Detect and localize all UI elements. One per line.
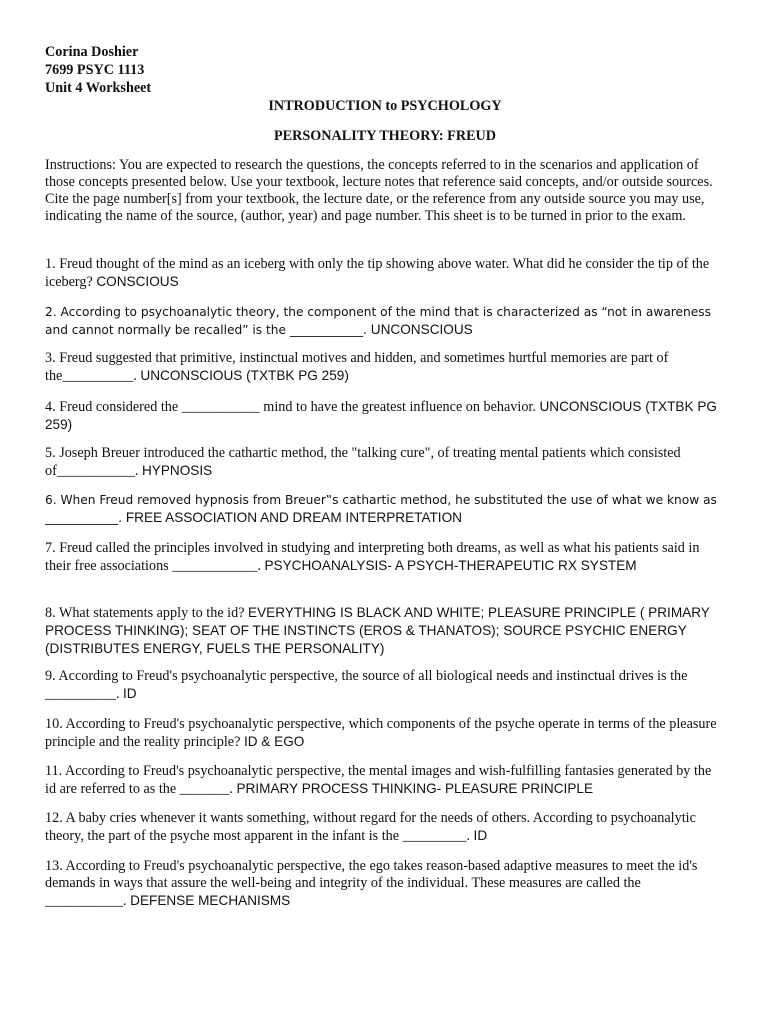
- question-3: [45, 350, 725, 385]
- instructions-paragraph: Instructions: You are expected to research the questions, the concepts referred to in the scenarios and application of those concepts presented below. Use your textbook, lecture notes that reference said concepts, and/or outside sources. Cite the page number[s] from your textbook, the lecture date, or the reference from any outside source you may use, indicating the name of the source, (author, year) and page number. This sheet is to be turned in prior to the exam.: [45, 157, 713, 224]
- question-answer: HYPNOSIS: [141, 463, 213, 478]
- document-subtitle: PERSONALITY THEORY: FREUD: [273, 128, 497, 144]
- worksheet-page: [45, 43, 725, 225]
- question-answer: FREE ASSOCIATION AND DREAM INTERPRETATION: [125, 510, 462, 525]
- question-text: 11. According to Freud's psychoanalytic perspective, the mental images and wish-fulfilling fantasies generated by the id are referred to as the _______.: [45, 763, 712, 797]
- question-text: 1. Freud thought of the mind as an iceberg with only the tip showing above water. What did he consider the tip of the iceberg?: [45, 256, 710, 290]
- question-text: 5. Joseph Breuer introduced the cathartic method, the "talking cure", of treating mental patients which consisted of___________.: [45, 445, 681, 479]
- question-1: [45, 256, 725, 291]
- question-answer: PSYCHOANALYSIS- A PSYCH-THERAPEUTIC RX SYSTEM: [264, 558, 637, 573]
- question-6: [45, 492, 725, 527]
- question-answer: CONSCIOUS: [96, 274, 179, 289]
- document-title: INTRODUCTION to PSYCHOLOGY: [268, 98, 502, 114]
- question-13: [45, 858, 725, 910]
- student-name: Corina Doshier: [45, 44, 139, 60]
- question-text: 8. What statements apply to the id?: [45, 605, 249, 621]
- question-answer: ID & EGO: [243, 734, 305, 749]
- question-2: [45, 304, 725, 339]
- question-text: 13. According to Freud's psychoanalytic perspective, the ego takes reason-based adaptive measures to meet the id's demands in ways that assure the well-being and integrity of the individual. These measures are called the ___________.: [45, 858, 698, 909]
- question-answer: DEFENSE MECHANISMS: [130, 893, 291, 908]
- course-code: 7699 PSYC 1113: [45, 62, 145, 78]
- question-text: 6. When Freud removed hypnosis from Breuer‟s cathartic method, he substituted the use of what we know as ____________.: [45, 493, 717, 525]
- question-5: [45, 445, 725, 480]
- question-answer: EVERYTHING IS BLACK AND WHITE; PLEASURE PRINCIPLE ( PRIMARY PROCESS THINKING); SEAT OF THE INSTINCTS (EROS & THANATOS); SOURCE PSYCHIC ENERGY (DISTRIBUTES ENERGY, FUELS THE PERSONALITY): [45, 605, 710, 656]
- question-8: [45, 604, 725, 658]
- question-7: [45, 540, 725, 575]
- question-text: 10. According to Freud's psychoanalytic perspective, which components of the psyche operate in terms of the pleasure principle and the reality principle?: [45, 716, 717, 750]
- question-text: 9. According to Freud's psychoanalytic perspective, the source of all biological needs and instinctual drives is the __________.: [45, 668, 688, 702]
- question-4: [45, 398, 725, 434]
- question-answer: UNCONSCIOUS: [370, 322, 473, 337]
- question-11: [45, 763, 725, 798]
- question-text: 2. According to psychoanalytic theory, the component of the mind that is characterized as “not in awareness and cannot normally be recalled” is the ____________.: [45, 305, 711, 337]
- question-text: 7. Freud called the principles involved in studying and interpreting both dreams, as well as what his patients said in their free associations ____________.: [45, 540, 700, 574]
- question-12: [45, 810, 725, 845]
- question-text: 3. Freud suggested that primitive, instinctual motives and hidden, and sometimes hurtful memories are part of the__________.: [45, 350, 669, 384]
- question-10: [45, 716, 725, 751]
- question-9: [45, 668, 725, 703]
- question-answer: PRIMARY PROCESS THINKING- PLEASURE PRINCIPLE: [236, 781, 594, 796]
- assignment-title: Unit 4 Worksheet: [45, 80, 152, 96]
- question-answer: UNCONSCIOUS (TXTBK PG 259): [45, 399, 717, 432]
- question-answer: ID: [123, 686, 137, 701]
- question-text: 4. Freud considered the ___________ mind to have the greatest influence on behavior.: [45, 399, 540, 415]
- question-answer: ID: [473, 828, 488, 843]
- question-text: 12. A baby cries whenever it wants something, without regard for the needs of others. According to psychoanalytic theory, the part of the psyche most apparent in the infant is the _________.: [45, 810, 696, 844]
- question-answer: UNCONSCIOUS (TXTBK PG 259): [140, 368, 349, 383]
